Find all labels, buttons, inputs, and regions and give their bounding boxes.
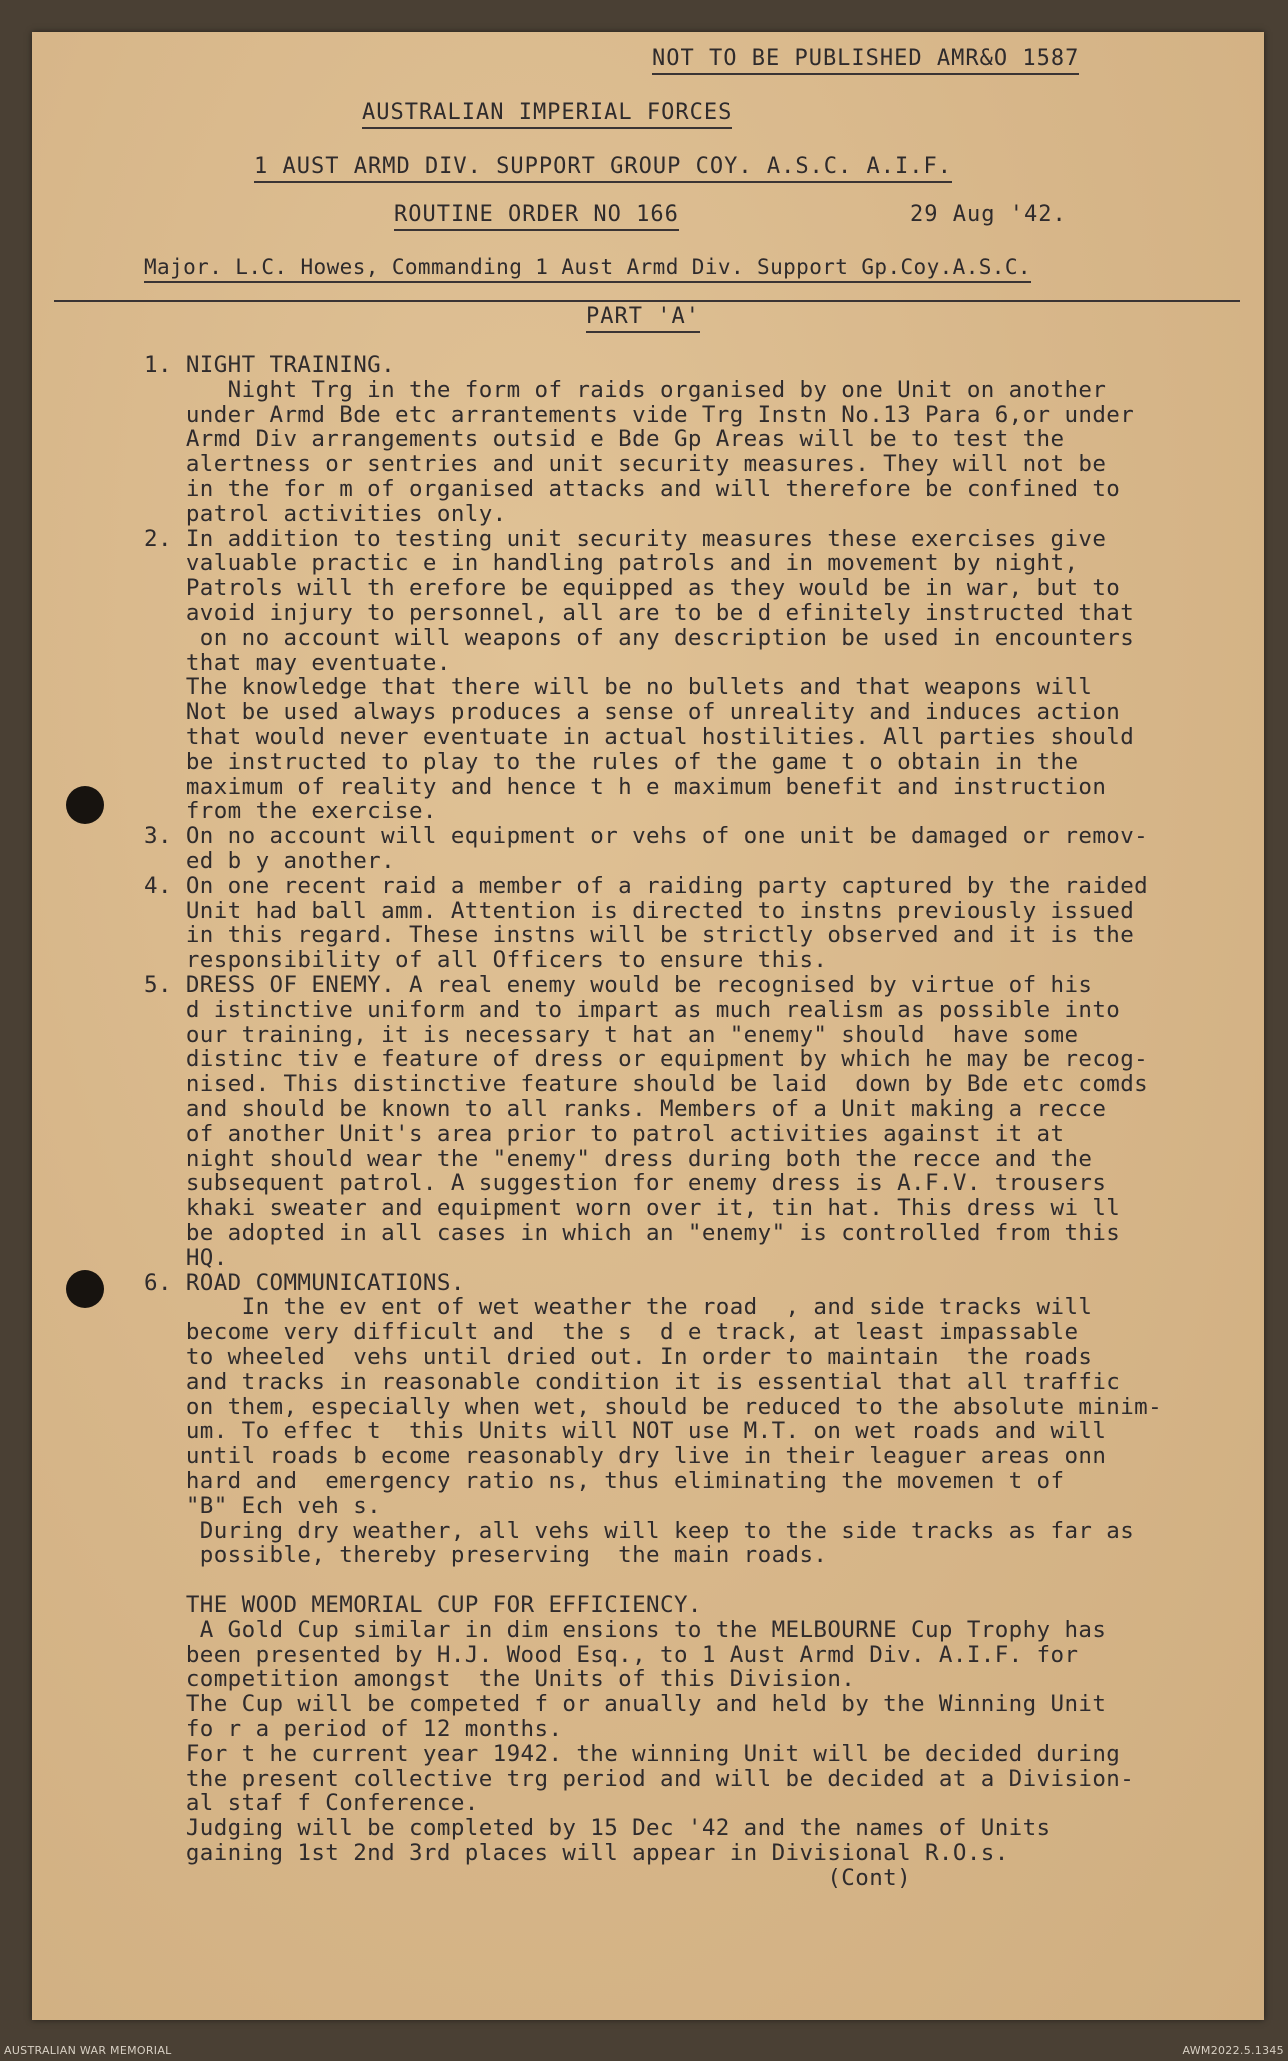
body-line: the present collective trg period and will be decided at a Division- — [144, 1765, 1135, 1792]
header-rule — [54, 300, 1240, 302]
body-line: nised. This distinctive feature should be laid down by Bde etc comds — [144, 1071, 1149, 1098]
body-line: be adopted in all cases in which an "enemy" is controlled from this — [144, 1220, 1121, 1246]
part-heading: PART 'A' — [586, 304, 700, 333]
body-line: patrol activities only. — [144, 500, 507, 527]
body-line: 4. On one recent raid a member of a raiding party captured by the raided — [144, 872, 1149, 899]
body-line: THE WOOD MEMORIAL CUP FOR EFFICIENCY. — [144, 1592, 702, 1618]
body-line: valuable practic e in handling patrols and in movement by night, — [144, 550, 1079, 577]
archive-name: AUSTRALIAN WAR MEMORIAL — [4, 2044, 172, 2057]
body-line: of another Unit's area prior to patrol activities against it at — [144, 1120, 1065, 1147]
body-line: in the for m of organised attacks and will therefore be confined to — [144, 476, 1121, 502]
body-line: In the ev ent of wet weather the road , and side tracks will — [144, 1294, 1093, 1321]
body-line: ed b y another. — [144, 848, 396, 874]
body-line: night should wear the "enemy" dress during both the recce and the — [144, 1145, 1093, 1172]
body-line: under Armd Bde etc arrantements vide Trg Instn No.13 Para 6,or under — [144, 401, 1135, 428]
body-line: distinc tiv e feature of dress or equipment by which he may be recog- — [144, 1046, 1149, 1073]
body-line: 1. NIGHT TRAINING. — [144, 352, 396, 378]
body-line: During dry weather, all vehs will keep to the side tracks as far as — [144, 1517, 1135, 1544]
body-line: on no account will weapons of any description be used in encounters — [144, 624, 1135, 651]
body-line: from the exercise. — [144, 798, 437, 825]
body-line: that would never eventuate in actual hostilities. All parties should — [144, 724, 1135, 750]
body-line: competition amongst the Units of this Division. — [144, 1666, 856, 1693]
body-line: our training, it is necessary t hat an "enemy" should have some — [144, 1021, 1079, 1048]
not-published-notice: NOT TO BE PUBLISHED AMR&O 1587 — [652, 46, 1079, 75]
body-line: possible, thereby preserving the main roads. — [144, 1542, 828, 1569]
body-line: avoid injury to personnel, all are to be d efinitely instructed that — [144, 600, 1135, 626]
body-line: Night Trg in the form of raids organised by one Unit on another — [144, 376, 1107, 403]
force-title: AUSTRALIAN IMPERIAL FORCES — [362, 100, 732, 129]
body-line: been presented by H.J. Wood Esq., to 1 Aust Armd Div. A.I.F. for — [144, 1641, 1079, 1668]
body-line: "B" Ech veh s. — [144, 1492, 382, 1519]
body-line: al staf f Conference. — [144, 1790, 479, 1817]
body-line: in this regard. These instns will be strictly observed and it is the — [144, 922, 1135, 949]
body-line: (Cont) — [144, 1864, 912, 1891]
body-line: until roads b ecome reasonably dry live in their leaguer areas onn — [144, 1443, 1107, 1470]
unit-title: 1 AUST ARMD DIV. SUPPORT GROUP COY. A.S.C. A.I.F. — [254, 154, 952, 183]
body-line: alertness or sentries and unit security measures. They will not be — [144, 451, 1107, 478]
document-page — [32, 32, 1264, 2020]
body-line: subsequent patrol. A suggestion for enemy dress is A.F.V. trousers — [144, 1170, 1107, 1197]
body-line: khaki sweater and equipment worn over it, tin hat. This dress wi ll — [144, 1195, 1121, 1222]
body-line: Judging will be completed by 15 Dec '42 and the names of Units — [144, 1815, 1051, 1842]
body-line: hard and emergency ratio ns, thus eliminating the movemen t of — [144, 1468, 1065, 1494]
body-line: become very difficult and the s d e track, at least impassable — [144, 1319, 1079, 1346]
body-line: and should be known to all ranks. Members of a Unit making a recce — [144, 1096, 1107, 1122]
body-line: gaining 1st 2nd 3rd places will appear in Divisional R.O.s. — [144, 1840, 1009, 1866]
body-line: to wheeled vehs until dried out. In order to maintain the roads — [144, 1344, 1093, 1370]
body-line: Unit had ball amm. Attention is directed to instns previously issued — [144, 897, 1135, 924]
body-line: um. To effec t this Units will NOT use M.T. on wet roads and will — [144, 1418, 1107, 1445]
commanding-officer: Major. L.C. Howes, Commanding 1 Aust Armd Div. Support Gp.Coy.A.S.C. — [144, 254, 1031, 283]
archive-reference: AWM2022.5.1345 — [1182, 2044, 1284, 2057]
body-line: responsibility of all Officers to ensure this. — [144, 947, 828, 974]
order-date: 29 Aug '42. — [910, 202, 1067, 227]
body-line: Patrols will th erefore be equipped as they would be in war, but to — [144, 575, 1121, 602]
punch-hole — [66, 1270, 104, 1308]
body-line: For t he current year 1942. the winning Unit will be decided during — [144, 1740, 1121, 1767]
body-line: 6. ROAD COMMUNICATIONS. — [144, 1269, 465, 1296]
punch-hole — [66, 786, 104, 824]
body-line: A Gold Cup similar in dim ensions to the MELBOURNE Cup Trophy has — [144, 1616, 1107, 1643]
body-line: on them, especially when wet, should be reduced to the absolute minim- — [144, 1393, 1163, 1420]
body-line: 5. DRESS OF ENEMY. A real enemy would be recognised by virtue of his — [144, 972, 1093, 998]
body-line: be instructed to play to the rules of the game t o obtain in the — [144, 748, 1079, 775]
body-line: fo r a period of 12 months. — [144, 1716, 563, 1742]
body-line: Not be used always produces a sense of unreality and induces action — [144, 699, 1121, 726]
body-line: 2. In addition to testing unit security measures these exercises give — [144, 525, 1107, 552]
body-line: Armd Div arrangements outsid e Bde Gp Areas will be to test the — [144, 426, 1065, 453]
body-line: HQ. — [144, 1244, 228, 1271]
order-number: ROUTINE ORDER NO 166 — [394, 202, 679, 231]
body-line: that may eventuate. — [144, 649, 451, 676]
body-line: d istinctive uniform and to impart as much realism as possible into — [144, 996, 1121, 1023]
body-line: The knowledge that there will be no bullets and that weapons will — [144, 674, 1093, 701]
body-line: maximum of reality and hence t h e maximum benefit and instruction — [144, 773, 1107, 800]
body-line: and tracks in reasonable condition it is essential that all traffic — [144, 1368, 1121, 1395]
body-line: The Cup will be competed f or anually and held by the Winning Unit — [144, 1691, 1107, 1718]
body-line: 3. On no account will equipment or vehs of one unit be damaged or remov- — [144, 823, 1149, 850]
